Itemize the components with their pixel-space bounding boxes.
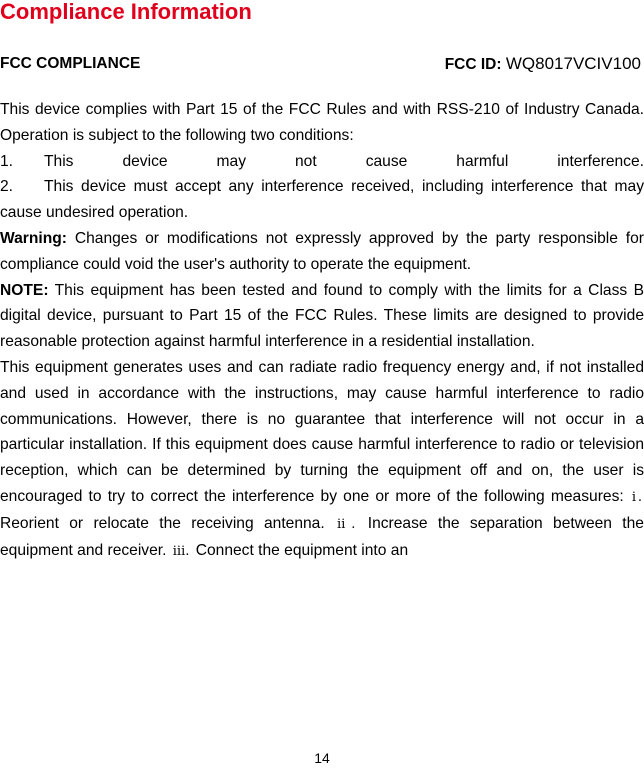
condition-text: This device must accept any interference received, including interference that may cause undesired operation. (0, 178, 644, 222)
measures-paragraph (0, 355, 644, 564)
condition-item (0, 149, 644, 175)
condition-number: 2. (0, 178, 14, 196)
page-title: Compliance Information (0, 0, 252, 24)
measure-text: Connect the equipment into an (191, 541, 409, 559)
main-paragraph-text: This equipment generates uses and can radiate radio frequency energy and, if not installed and used in accordance with the instructions, may cause harmful interference to radio communications. However, there is no guarantee that interference will not occur in a particular installation. If this equipment does cause harmful interference to radio or television reception, which can be determined by turning the equipment off and on, the user is encouraged to try to correct the interference by one or more of the following measures: (0, 358, 644, 505)
condition-item (0, 174, 644, 226)
measure-numeral: ⅱ. (337, 516, 356, 532)
condition-number: 1. (0, 152, 14, 170)
note-paragraph (0, 278, 644, 355)
measure-numeral: ⅰ. (631, 489, 642, 505)
measure-text: Increase the separation between the equipment and receiver. (0, 514, 644, 559)
intro-paragraph: This device complies with Part 15 of the FCC Rules and with RSS-210 of Industry Canada. Operation is subject to the following two conditions: (0, 101, 644, 144)
warning-label: Warning: (0, 229, 67, 247)
fcc-id (445, 54, 641, 75)
note-label: NOTE: (0, 281, 49, 299)
measure-text: Reorient or relocate the receiving antenna. (0, 514, 325, 532)
fcc-header-row (0, 54, 644, 74)
measure-numeral: ⅲ. (172, 543, 190, 559)
condition-text: This device may not cause harmful interference. (44, 152, 644, 170)
warning-text: Changes or modifications not expressly approved by the party responsible for compliance could void the user's authority to operate the equipment. (0, 229, 644, 273)
warning-paragraph (0, 226, 644, 278)
compliance-body (0, 97, 644, 564)
page-number: 14 (314, 750, 330, 766)
note-text: This equipment has been tested and found to comply with the limits for a Class B digital device, pursuant to Part 15 of the FCC Rules. These limits are designed to provide reasonable protection against harmful interference in a residential installation. (0, 281, 644, 351)
fcc-compliance-heading: FCC COMPLIANCE (0, 55, 141, 72)
fcc-id-value: WQ8017VCIV100 (505, 54, 641, 73)
fcc-id-label: FCC ID: (444, 56, 502, 73)
